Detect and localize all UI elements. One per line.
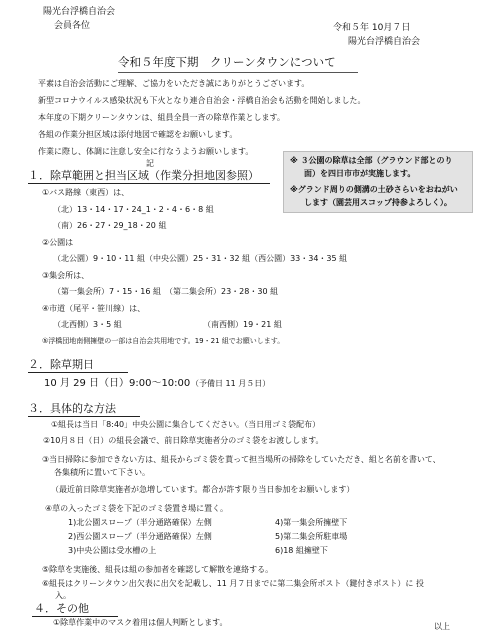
intro-line: 各組の作業分担区域は添付地図で確認をお願いします。 [38,130,238,139]
bag-site: 2)西公園スロープ（半分通路確保）左側 [68,532,212,541]
sec3-line: 各集積所に置いて下さい。 [54,468,150,477]
sec1-line: ⑤浮橋団地南側擁壁の一部は自治会共用地です。19・21 組でお願いします。 [42,337,285,345]
section1-heading: １．除草範囲と担当区域（作業分担地図参照） [28,169,259,182]
bag-site: 5)第二集会所駐車場 [275,532,348,541]
notice-line: ※ ３公園の除草は全部（グラウンド部とのり [290,156,453,165]
sec3-line: ④草の入ったゴミ袋を下記のゴミ袋置き場に置く。 [45,504,229,513]
sec3-line: ⑤除草を実施後、組長は組の参加者を確認して解散を連絡する。 [42,565,274,574]
notice-box [283,151,473,213]
intro-line: 本年度の下期クリーンタウンは、組員全員一斉の除草作業とします。 [38,113,285,122]
sec1-line: （北公園）9・10・11 組（中央公園）25・31・32 組（西公園）33・34・35 組 [53,254,348,263]
sec1-line: （第一集会所）7・15・16 組 （第二集会所）23・28・30 組 [53,287,279,296]
sec1-line: （南西側）19・21 組 [203,320,282,329]
section4-heading: ４．その他 [34,602,89,615]
issue-date: 令和５年 10月７日 [333,23,411,33]
backup-date: （予備日 11 月５日） [191,379,271,388]
sender-org: 陽光台浮橋自治会 [348,37,421,47]
sec1-line: （北西側）3・5 組 [53,320,122,329]
bag-site: 6)18 組擁壁下 [275,546,328,555]
sec3-line: ③当日掃除に参加できない方は、組長からゴミ袋を貰って担当場所の掃除をしていただき、組と名前を書いて、 [42,455,441,464]
section4-rule [32,616,118,617]
sec3-line: （最近前日除草実施者が急増しています。都合が許す限り当日参加をお願いします） [51,485,355,494]
sec3-line: 入。 [55,591,71,600]
bag-site: 4)第一集会所擁壁下 [275,518,348,527]
recipient-members: 会員各位 [54,21,91,31]
sec1-line: ③集会所は、 [42,271,90,280]
sec1-line: （南）26・27・29_18・20 組 [53,221,167,230]
notice-line: 面）を四日市市が実施します。 [304,169,416,178]
sec1-line: （北）13・14・17・24_1・2・4・6・8 組 [53,205,214,214]
title-underline [118,72,358,73]
sec1-line: ②公園は [42,238,74,247]
recipient-org: 陽光台浮橋自治会 [43,7,116,17]
sec4-line: ①除草作業中のマスク着用は個人判断とします。 [53,618,228,627]
intro-line: 作業に際し、体調に注意し安全に行なうようお願いします。 [38,147,254,156]
document-title: 令和５年度下期 クリーンタウンについて [118,55,336,69]
ki-mark: 記 [146,159,154,168]
notice-line: ※グランド周りの側溝の土砂さらいをおねがい [290,185,458,194]
closing: 以上 [434,622,450,631]
section2-rule [28,372,128,373]
intro-line: 平素は自治会活動にご理解、ご協力をいただき誠にありがとうございます。 [38,79,310,88]
sec1-line: ④市道（尾平・笹川線）は、 [42,304,146,313]
bag-site: 3)中央公園は受水槽の上 [68,546,157,555]
section3-rule [28,416,140,417]
sec3-line: ⑥組長はクリーンタウン出欠表に出欠を記載し、11 月７日までに第二集会所ポスト（鍵付きポスト）に 投 [42,579,424,588]
sec1-line: ①バス路線（東西）は、 [42,188,130,197]
bag-site: 1)北公園スロープ（半分通路確保）左側 [68,518,212,527]
section2-heading: ２．除草期日 [28,358,94,371]
notice-line: します（園芸用スコップ持参よろしく）。 [304,198,452,207]
sec3-line: ②10月８日（日）の組長会議で、前日除草実施者分のゴミ袋をお渡しします。 [43,436,324,445]
sec3-line: ①組長は当日「8:40」中央公園に集合してください。（当日用ゴミ袋配布） [51,420,321,429]
section3-heading: ３．具体的な方法 [28,402,116,415]
work-date: 10 月 29 日（日）9:00～10:00 [44,378,191,389]
intro-line: 新型コロナウイルス感染状況も下火となり連合自治会・浮橋自治会も活動を開始しました。 [38,96,366,105]
section1-rule [28,183,270,184]
